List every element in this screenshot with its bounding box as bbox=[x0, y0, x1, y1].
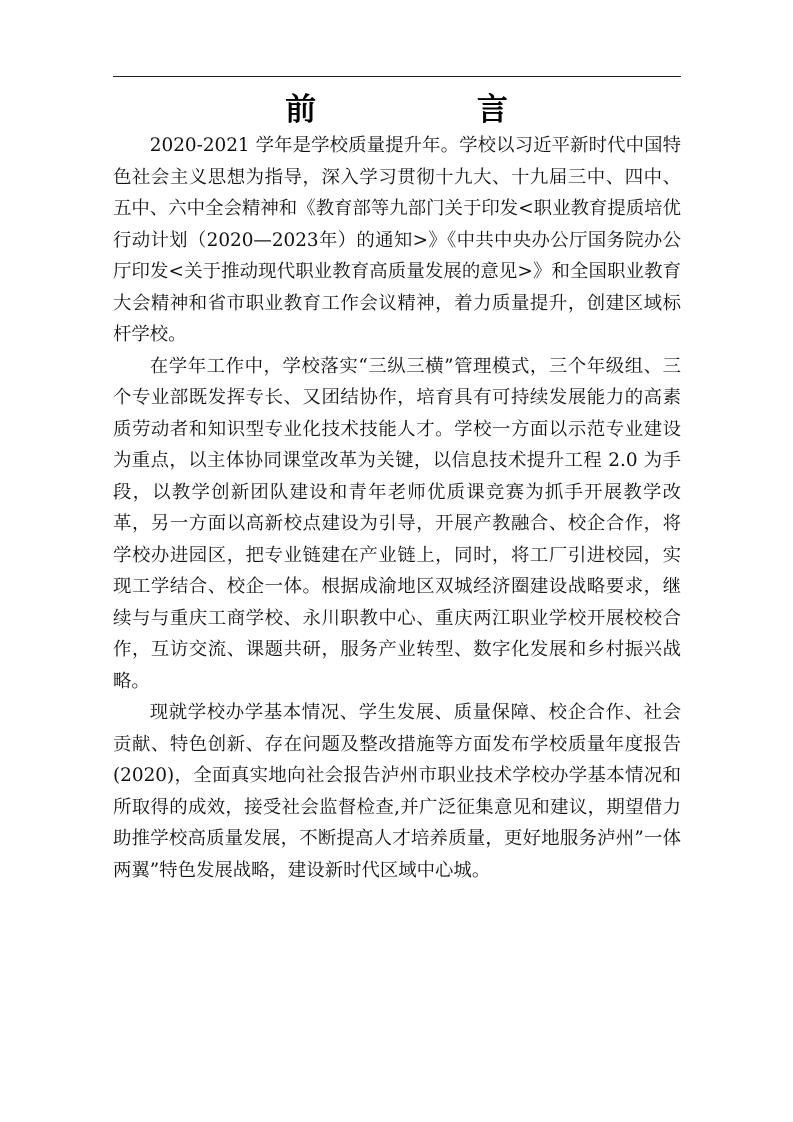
body-text bbox=[113, 130, 681, 886]
paragraph-3: 现就学校办学基本情况、学生发展、质量保障、校企合作、社会贡献、特色创新、存在问题及整改措施等方面发布学校质量年度报告(2020)，全面真实地向社会报告泸州市职业技术学校办学基本情况和所取得的成效，接受社会监督检查,并广泛征集意见和建议，期望借力助推学校高质量发展，不断提高人才培养质量，更好地服务泸州”一体两翼”特色发展战略，建设新时代区域中心城。 bbox=[113, 702, 681, 881]
paragraph-1: 2020-2021 学年是学校质量提升年。学校以习近平新时代中国特色社会主义思想为指导，深入学习贯彻十九大、十九届三中、四中、五中、六中全会精神和《教育部等九部门关于印发<职业教育提质培优行动计划（2020—2023年）的通知>》《中共中央办公厅国务院办公厅印发<关于推动现代职业教育高质量发展的意见>》和全国职业教育大会精神和省市职业教育工作会议精神，着力质量提升，创建区域标杆学校。 bbox=[113, 135, 681, 345]
page-title: 前 言 bbox=[285, 92, 583, 128]
paragraph-2: 在学年工作中，学校落实“三纵三横”管理模式，三个年级组、三个专业部既发挥专长、又团结协作，培育具有可持续发展能力的高素质劳动者和知识型专业化技术技能人才。学校一方面以示范专业建设为重点，以主体协同课堂改革为关键，以信息技术提升工程 2.0 为手段，以教学创新团队建设和青年老师优质课竞赛为抓手开展教学改革，另一方面以高新校点建设为引导，开展产教融合、校企合作，将学校办进园区，把专业链建在产业链上，同时，将工厂引进校园，实现工学结合、校企一体。根据成渝地区双城经济圈建设战略要求，继续与与重庆工商学校、永川职教中心、重庆两江职业学校开展校校合作，互访交流、课题共研，服务产业转型、数字化发展和乡村振兴战略。 bbox=[113, 355, 681, 692]
header-rule bbox=[113, 76, 681, 77]
